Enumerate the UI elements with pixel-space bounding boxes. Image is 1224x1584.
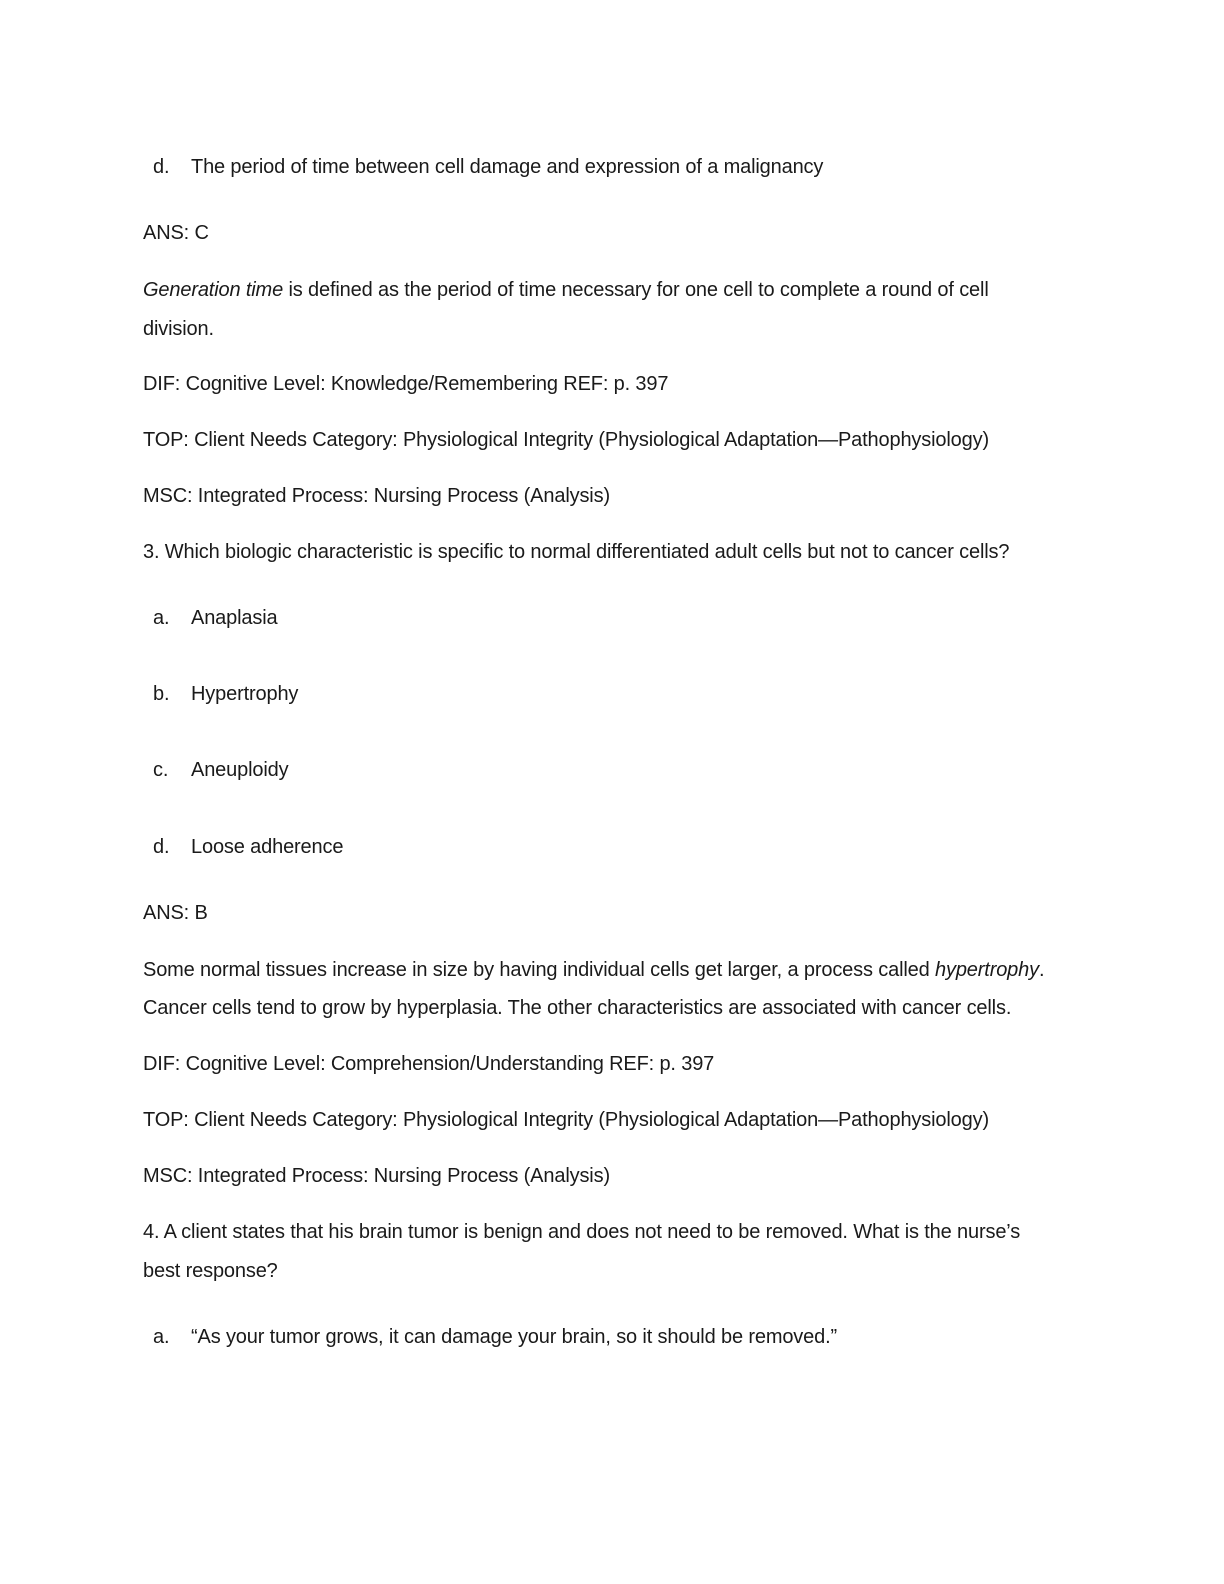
option-text: Loose adherence <box>191 836 344 858</box>
q3-answer: ANS: B <box>143 902 208 924</box>
option-letter: d. <box>153 156 170 178</box>
option-text: Aneuploidy <box>191 759 289 781</box>
option-letter: c. <box>153 759 169 781</box>
rationale-text: Some normal tissues increase in size by having individual cells get larger, a process called <box>143 959 936 981</box>
option-text: “As your tumor grows, it can damage your brain, so it should be removed.” <box>191 1326 838 1348</box>
q2-dif: DIF: Cognitive Level: Knowledge/Remembering REF: p. 397 <box>143 373 669 395</box>
rationale-term: Generation time <box>143 279 284 301</box>
q2-rationale-line2: division. <box>143 318 214 340</box>
option-letter: a. <box>153 1326 170 1348</box>
q2-rationale-line1 <box>143 278 989 302</box>
option-letter: d. <box>153 836 170 858</box>
q3-msc: MSC: Integrated Process: Nursing Process (Analysis) <box>143 1165 610 1187</box>
option-letter: a. <box>153 607 170 629</box>
rationale-punct: . <box>1038 959 1045 981</box>
option-letter: b. <box>153 683 170 705</box>
option-text: The period of time between cell damage and expression of a malignancy <box>191 156 824 178</box>
q4-question-line2: best response? <box>143 1260 278 1282</box>
q3-rationale-line2: Cancer cells tend to grow by hyperplasia. The other characteristics are associated with cancer cells. <box>143 997 1012 1019</box>
q2-top: TOP: Client Needs Category: Physiological Integrity (Physiological Adaptation—Pathophysiology) <box>143 429 989 451</box>
q3-top: TOP: Client Needs Category: Physiological Integrity (Physiological Adaptation—Pathophysiology) <box>143 1109 989 1131</box>
option-text: Hypertrophy <box>191 683 299 705</box>
rationale-text: is defined as the period of time necessary for one cell to complete a round of cell <box>283 279 989 301</box>
q2-msc: MSC: Integrated Process: Nursing Process (Analysis) <box>143 485 610 507</box>
option-text: Anaplasia <box>191 607 278 629</box>
q4-question-line1: 4. A client states that his brain tumor is benign and does not need to be removed. What is the nurse’s <box>143 1221 1021 1243</box>
q2-answer: ANS: C <box>143 222 209 244</box>
q3-dif: DIF: Cognitive Level: Comprehension/Understanding REF: p. 397 <box>143 1053 715 1075</box>
q3-rationale-line1 <box>143 958 1044 982</box>
q3-question: 3. Which biologic characteristic is specific to normal differentiated adult cells but not to cancer cells? <box>143 541 1010 563</box>
rationale-term: hypertrophy <box>935 959 1039 981</box>
